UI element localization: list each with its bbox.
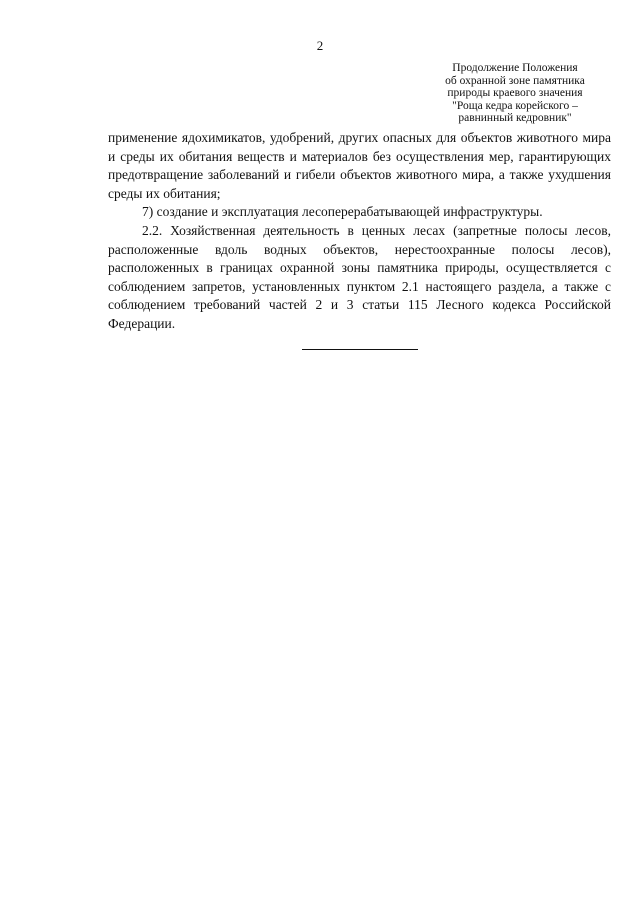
paragraph-continued: применение ядохимикатов, удобрений, других опасных для объектов животного мира и среды их обитания веществ и материалов без осуществления мер, гарантирующих предотвращение заболеваний и гибели объектов животного мира, а также ухудшения среды их обитания; xyxy=(108,130,611,201)
document-body xyxy=(108,129,611,334)
paragraph-item-7: 7) создание и эксплуатация лесоперерабатывающей инфраструктуры. xyxy=(142,204,543,220)
continuation-header xyxy=(430,62,600,125)
end-of-document-rule xyxy=(302,349,418,350)
continuation-header-line: природы краевого значения xyxy=(447,87,583,99)
continuation-header-line: "Роща кедра корейского – xyxy=(452,99,578,112)
continuation-header-line: Продолжение Положения xyxy=(452,62,578,74)
paragraph-2-2: 2.2. Хозяйственная деятельность в ценных лесах (запретные полосы лесов, расположенные вдоль водных объектов, нерестоохранные полосы лесов), расположенных в границах охранной зоны памятника природы, осуществляется с соблюдением запретов, установленных пунктом 2.1 настоящего раздела, а также с соблюдением требований частей 2 и 3 статьи 115 Лесного кодекса Российской Федерации. xyxy=(108,222,611,331)
continuation-header-line: равнинный кедровник" xyxy=(458,112,572,124)
continuation-header-line: об охранной зоне памятника xyxy=(445,74,585,87)
page-number: 2 xyxy=(316,38,324,53)
